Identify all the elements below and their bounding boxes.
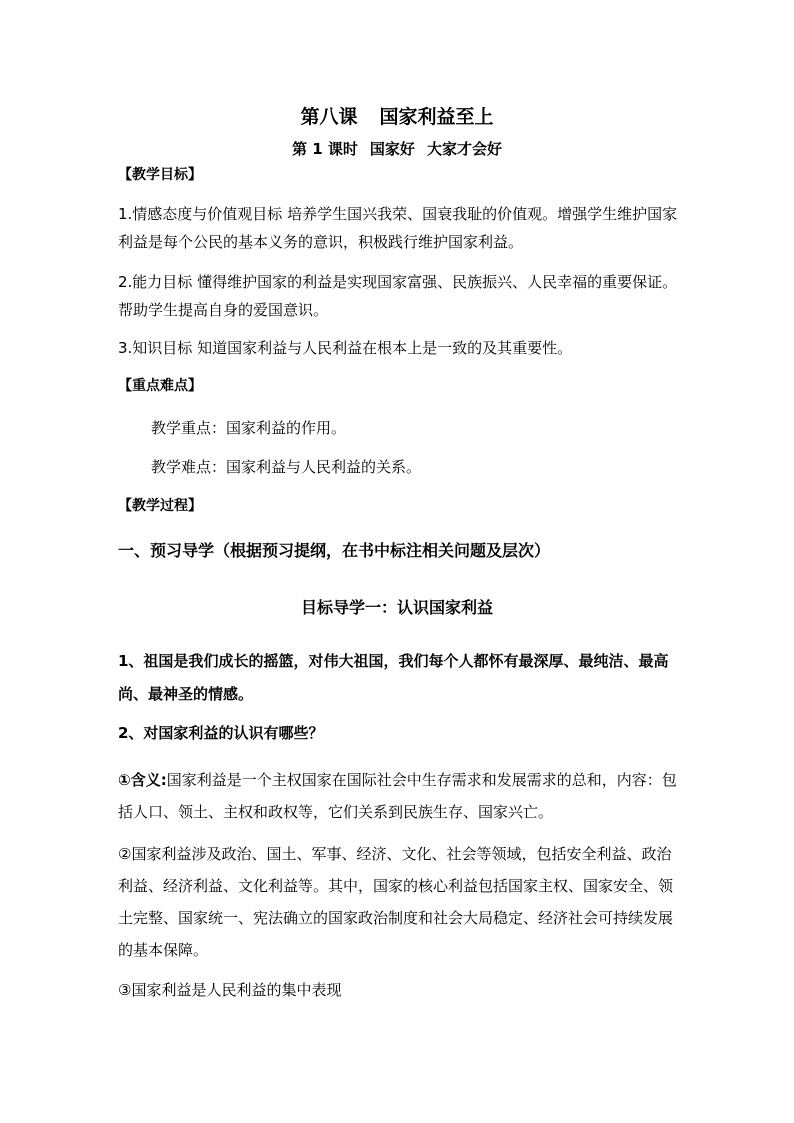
item-3: ③国家利益是人民利益的集中表现	[118, 981, 342, 999]
goal-paragraph-3: 3.知识目标 知道国家利益与人民利益在根本上是一致的及其重要性。	[118, 339, 573, 357]
lesson-title	[0, 104, 794, 130]
subtitle-part-1: 国家好	[369, 140, 415, 158]
section-heading-process: 【教学过程】	[118, 498, 202, 514]
section-heading-goals: 【教学目标】	[118, 167, 202, 183]
lesson-name: 国家利益至上	[379, 106, 494, 128]
subtitle-part-2: 大家才会好	[426, 140, 502, 158]
subtitle-period: 第 1 课时	[292, 140, 358, 158]
part-one-heading: 一、预习导学（根据预习提纲，在书中标注相关问题及层次）	[118, 541, 551, 560]
item-1-lead: ①含义:	[118, 771, 167, 789]
target-heading-1: 目标导学一：认识国家利益	[300, 598, 493, 617]
question-1: 1、祖国是我们成长的摇篮，对伟大祖国，我们每个人都怀有最深厚、最纯洁、最高尚、最神圣的情感。	[118, 652, 669, 703]
goal-paragraph-2: 2.能力目标 懂得维护国家的利益是实现国家富强、民族振兴、人民幸福的重要保证。帮助学生提高自身的爱国意识。	[118, 273, 678, 319]
item-1	[118, 764, 678, 828]
section-heading-key-points: 【重点难点】	[118, 378, 202, 394]
difficult-point: 教学难点：国家利益与人民利益的关系。	[151, 458, 422, 476]
item-2: ②国家利益涉及政治、国土、军事、经济、文化、社会等领域，包括安全利益、政治利益、经济利益、文化利益等。其中，国家的核心利益包括国家主权、国家安全、领土完整、国家统一、宪法确立的国家政治制度和社会大局稳定、经济社会可持续发展的基本保障。	[118, 845, 674, 959]
lesson-number: 第八课	[300, 106, 358, 128]
goal-paragraph-1: 1.情感态度与价值观目标 培养学生国兴我荣、国衰我耻的价值观。增强学生维护国家利益是每个公民的基本义务的意识，积极践行维护国家利益。	[118, 205, 678, 251]
question-2: 2、对国家利益的认识有哪些？	[118, 724, 324, 742]
lesson-subtitle	[0, 138, 794, 160]
key-point: 教学重点：国家利益的作用。	[151, 419, 347, 437]
item-1-text: 国家利益是一个主权国家在国际社会中生存需求和发展需求的总和，内容：包括人口、领土、主权和政权等，它们关系到民族生存、国家兴亡。	[118, 771, 677, 821]
